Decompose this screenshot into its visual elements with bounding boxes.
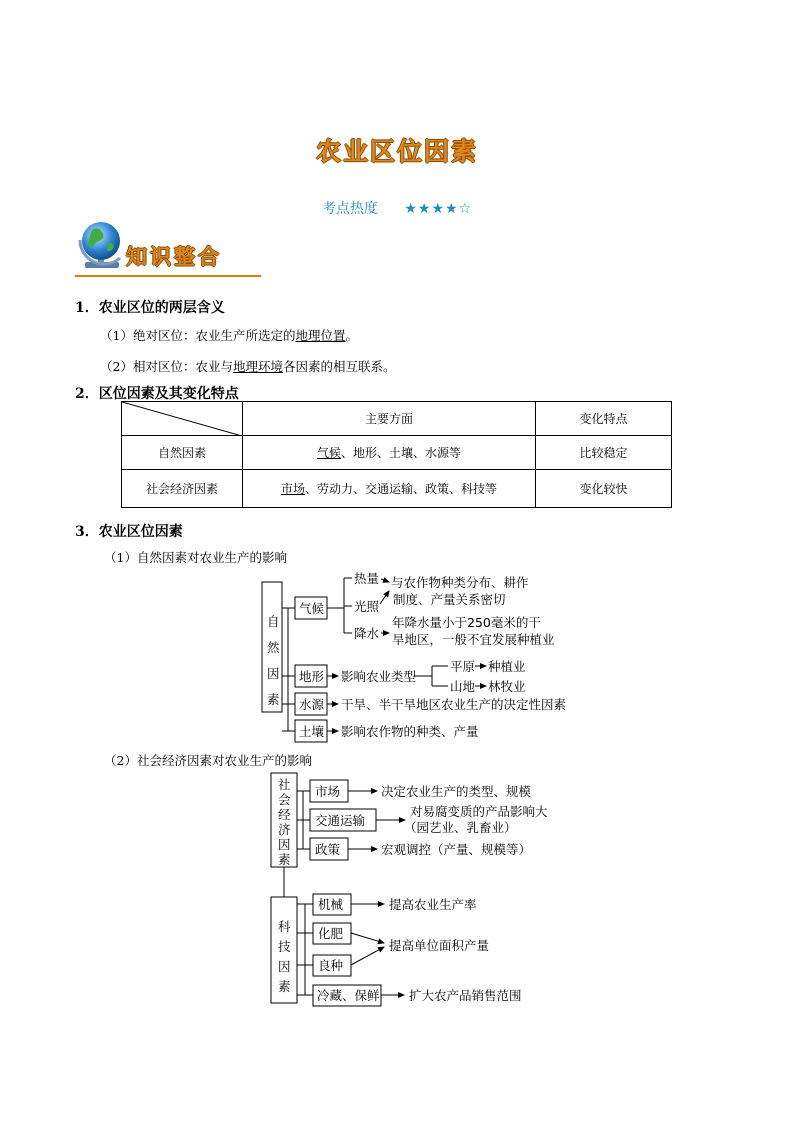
table-cell: 变化较快: [536, 470, 672, 508]
text: 各因素的相互联系。: [282, 359, 396, 374]
node-soil: 土壤: [299, 724, 325, 739]
root-char: 自: [267, 614, 280, 629]
table-header-change: 变化特点: [536, 402, 672, 436]
text: 、地形、土壤、水源等: [341, 446, 462, 460]
node-fertilizer: 化肥: [318, 926, 344, 941]
tech-char: 科: [278, 919, 291, 934]
node-machinery: 机械: [318, 897, 344, 912]
table-cell: 比较稳定: [536, 436, 672, 470]
transport-effect-1: 对易腐变质的产品影响大: [410, 804, 548, 819]
node-seed: 良种: [318, 958, 344, 973]
water-effect: 干旱、半干旱地区农业生产的决定性因素: [341, 697, 567, 712]
root-char: 经: [278, 807, 291, 822]
root-char: 社: [278, 777, 291, 792]
cold-storage-effect: 扩大农产品销售范围: [409, 988, 522, 1003]
node-heat: 热量: [354, 571, 380, 586]
section-banner: 知识整合: [126, 244, 222, 269]
node-mountain: 山地: [450, 679, 476, 694]
machinery-effect: 提高农业生产率: [389, 897, 477, 912]
table-cell: 自然因素: [122, 436, 243, 470]
heat-label: 考点热度: [321, 201, 378, 217]
page-title: 农业区位因素: [315, 137, 478, 166]
text: （1）绝对区位：农业生产所选定的: [100, 328, 296, 343]
node-climate: 气候: [299, 601, 325, 616]
mountain-result: 林牧业: [488, 679, 526, 694]
section-3-heading: 3．农业区位因素: [75, 524, 183, 540]
node-terrain: 地形: [299, 669, 325, 684]
rain-effect-1: 年降水量小于250毫米的干: [392, 615, 541, 630]
underlined-term: 地理环境: [232, 359, 283, 374]
root-char: 素: [278, 852, 291, 867]
root-char: 因: [278, 837, 291, 852]
node-plain: 平原: [450, 659, 476, 674]
heat-light-effect-2: 制度、产量关系密切: [393, 592, 506, 607]
section-1-heading: 1．农业区位的两层含义: [75, 300, 225, 316]
terrain-effect: 影响农业类型: [341, 669, 417, 684]
node-light: 光照: [354, 599, 380, 614]
table-cell: 社会经济因素: [122, 470, 243, 508]
root-char: 济: [278, 822, 291, 837]
tech-char: 技: [278, 939, 291, 954]
heat-stars: ★★★★☆: [404, 201, 473, 217]
subheading-natural: （1）自然因素对农业生产的影响: [104, 550, 287, 565]
node-cold-storage: 冷藏、保鲜: [317, 988, 380, 1003]
transport-effect-2: （园艺业、乳畜业）: [404, 820, 517, 835]
heat-light-effect-1: 与农作物种类分布、耕作: [391, 575, 529, 590]
node-rain: 降水: [354, 626, 380, 641]
section-2-heading: 2．区位因素及其变化特点: [75, 386, 239, 402]
policy-effect: 宏观调控（产量、规模等）: [381, 842, 532, 857]
root-char: 会: [278, 792, 291, 807]
underlined-term: 市场: [280, 482, 305, 496]
soil-effect: 影响农作物的种类、产量: [341, 724, 479, 739]
rain-effect-2: 旱地区，一般不宜发展种植业: [392, 632, 555, 647]
text: （2）相对区位：农业与: [100, 359, 233, 374]
subheading-socioeconomic: （2）社会经济因素对农业生产的影响: [104, 753, 312, 768]
tech-char: 素: [278, 979, 291, 994]
yield-effect: 提高单位面积产量: [389, 938, 490, 953]
market-effect: 决定农业生产的类型、规模: [381, 784, 532, 799]
tech-char: 因: [278, 959, 291, 974]
text: 、劳动力、交通运输、政策、科技等: [305, 482, 498, 496]
underlined-term: 气候: [316, 446, 341, 460]
plain-result: 种植业: [488, 659, 526, 674]
underlined-term: 地理位置: [295, 328, 346, 343]
node-water: 水源: [299, 697, 325, 712]
root-char: 素: [267, 692, 280, 707]
text: 。: [345, 328, 358, 343]
root-char: 然: [267, 640, 280, 655]
node-market: 市场: [315, 784, 341, 799]
node-policy: 政策: [315, 842, 341, 857]
table-header-main: 主要方面: [243, 402, 536, 436]
node-transport: 交通运输: [315, 813, 366, 828]
root-char: 因: [267, 666, 280, 681]
